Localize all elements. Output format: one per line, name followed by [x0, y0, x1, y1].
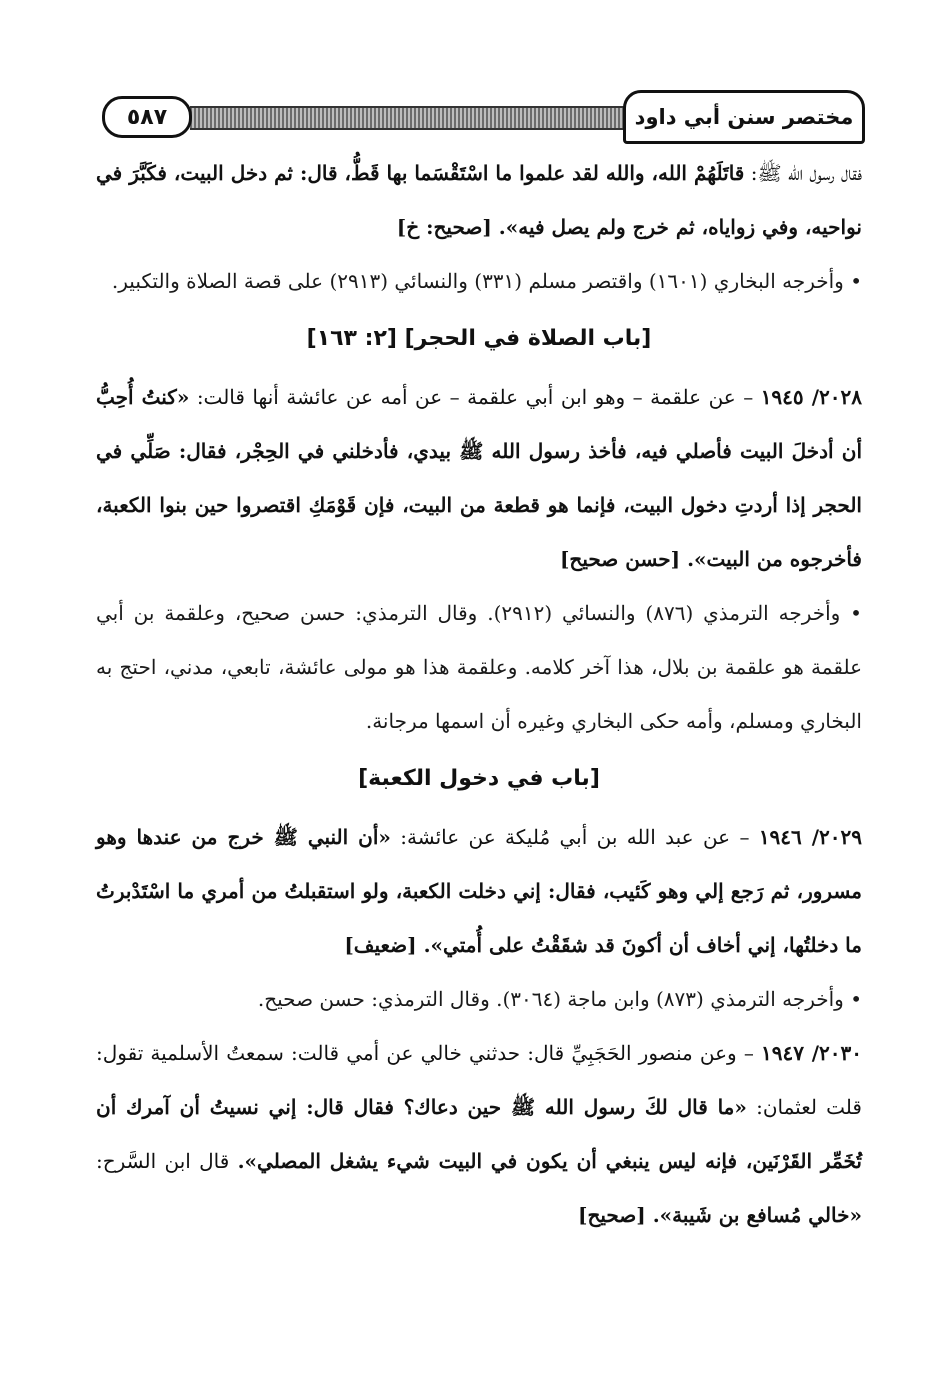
- takhrij-note: • وأخرجه الترمذي (٨٧٦) والنسائي (٢٩١٢). وقال الترمذي: حسن صحيح، وعلقمة بن أبي علقمة هو علقمة بن بلال، هذا آخر كلامه. وعلقمة هذا هو مولى عائشة، تابعي، مدني، احتج به البخاري ومسلم، وأمه حكى البخاري وغيره أن اسمها مرجانة.: [96, 601, 862, 733]
- takhrij-note: • وأخرجه الترمذي (٨٧٣) وابن ماجة (٣٠٦٤). وقال الترمذي: حسن صحيح.: [257, 987, 862, 1011]
- hadith-matn: «كنتُ أُحِبُّ أن أدخلَ البيت فأصلي فيه، فأخذ رسول الله ﷺ بيدي، فأدخلني في الحِجْر، فقال: صَلِّي في الحجر إذا أردتِ دخول البيت، فإنما هو قطعة من البيت، فإن قَوْمَكِ اقتصروا حين بنوا الكعبة، فأخرجوه من البيت».: [96, 385, 862, 571]
- page-body: [96, 146, 862, 1242]
- hadith-matn: «ما قال لكَ رسول الله ﷺ حين دعاك؟ فقال قال: إني نسيتُ أن آمرك أن تُخَمِّر القَرْنَين، فإنه ليس ينبغي أن يكون في البيت شيء يشغل المصلي».: [96, 1095, 862, 1173]
- hadith-number: ٢٠٣٠/ ١٩٤٧: [761, 1041, 862, 1065]
- page-header: [90, 90, 865, 142]
- chapter-heading: [باب الصلاة في الحجر] [٢: ١٦٣]: [306, 326, 652, 351]
- hadith-number: ٢٠٢٨/ ١٩٤٥: [760, 385, 863, 409]
- hadith-grade: [صحيح: خ]: [396, 215, 499, 239]
- hadith-entry: [96, 370, 862, 586]
- narration-text: قال ابن السَّرح:: [96, 1149, 238, 1173]
- hadith-matn: «خالي مُسافع بن شَيبة».: [652, 1203, 862, 1227]
- narration-text: فقال رسول الله ﷺ:: [744, 161, 862, 185]
- chapter-heading: [باب في دخول الكعبة]: [358, 766, 600, 791]
- isnad-text: – عن عبد الله بن أبي مُليكة عن عائشة:: [390, 825, 759, 849]
- hadith-continuation: [96, 146, 862, 254]
- hadith-matn: «أن النبي ﷺ خرج من عندها وهو مسرور، ثم رَجع إلي وهو كَئيب، فقال: إني دخلت الكعبة، ولو استقبلتُ من أمري ما اسْتَدْبرتُ ما دخلتُها، إني أخاف أن أكونَ قد شقَقْتُ على أُمتي».: [96, 825, 863, 957]
- isnad-text: – عن علقمة – وهو ابن أبي علقمة – عن أمه عن عائشة أنها قالت:: [189, 385, 761, 409]
- isnad-text: – وعن منصور الحَجَبِيِّ قال: حدثني خالي عن أمي قالت: سمعتُ الأسلمية تقول: قلت لعثمان:: [96, 1041, 862, 1119]
- book-title: مختصر سنن أبي داود: [623, 90, 865, 144]
- hadith-number: ٢٠٢٩/ ١٩٤٦: [758, 825, 863, 849]
- page-number: ٥٨٧: [102, 96, 192, 138]
- takhrij-note: • وأخرجه البخاري (١٦٠١) واقتصر مسلم (٣٣١) والنسائي (٢٩١٣) على قصة الصلاة والتكبير.: [111, 269, 862, 293]
- hadith-entry: [96, 810, 862, 972]
- hadith-grade: [صحيح]: [577, 1203, 653, 1227]
- hadith-entry: [96, 1026, 862, 1242]
- hadith-matn: قاتَلَهُمْ الله، والله لقد علموا ما اسْتَقْسَما بها قَطُّ، قال: ثم دخل البيت، فكَبَّرَ في نواحيه، وفي زواياه، ثم خرج ولم يصل فيه».: [96, 161, 862, 239]
- hadith-grade: [حسن صحيح]: [559, 547, 688, 571]
- hadith-grade: [ضعيف]: [344, 933, 424, 957]
